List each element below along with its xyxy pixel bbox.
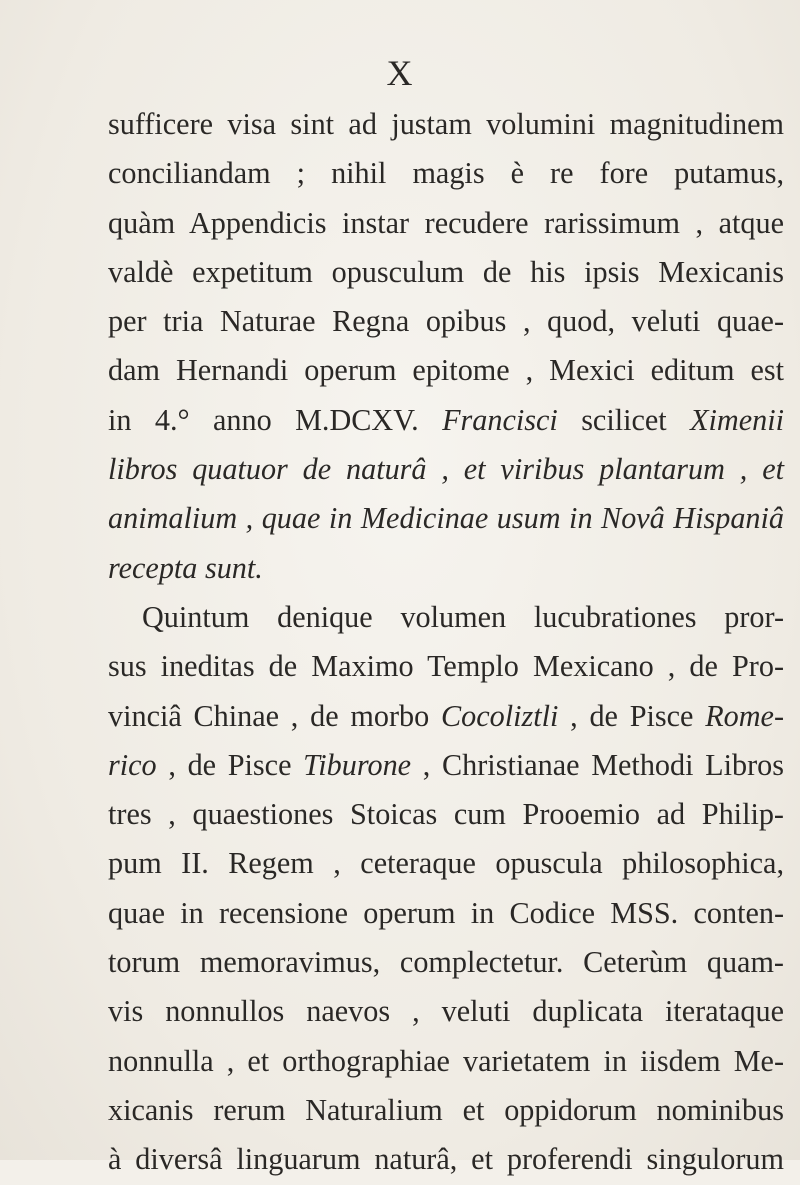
text-segment: xicanis rerum Naturalium et oppidorum nominibus: [108, 1092, 784, 1127]
text-line: [108, 938, 784, 987]
text-line: [108, 839, 784, 888]
text-line: [108, 692, 784, 741]
text-segment: dam Hernandi operum epitome , Mexici editum est: [108, 353, 784, 388]
text-segment: vis nonnullos naevos , veluti duplicata iterataque: [108, 994, 784, 1029]
page-body-text: [108, 100, 784, 1185]
text-line: [108, 889, 784, 938]
text-line: [108, 741, 784, 790]
text-line: [108, 593, 784, 642]
text-line: [108, 346, 784, 395]
text-line: [108, 790, 784, 839]
text-segment: quae in recensione operum in Codice MSS. conten-: [108, 895, 784, 930]
text-line: [108, 494, 784, 543]
text-line: [108, 987, 784, 1036]
italic-text: animalium , quae in Medicinae usum in Novâ Hispaniâ: [108, 501, 784, 536]
text-segment: conciliandam ; nihil magis è re fore putamus,: [108, 156, 784, 191]
text-segment: , de Pisce: [156, 747, 304, 782]
text-line: [108, 1086, 784, 1135]
text-line: [108, 642, 784, 691]
text-line: [108, 100, 784, 149]
text-line: [108, 297, 784, 346]
italic-text: recepta sunt.: [108, 550, 263, 585]
text-segment: valdè expetitum opusculum de his ipsis Mexicanis: [108, 254, 784, 289]
italic-text: Cocoliztli: [440, 698, 559, 733]
text-segment: Quintum denique volumen lucubrationes pror-: [142, 599, 784, 634]
text-line: [108, 199, 784, 248]
text-segment: vinciâ Chinae , de morbo: [108, 698, 441, 733]
text-segment: , Christianae Methodi Libros: [411, 747, 784, 782]
italic-text: Rome-: [705, 698, 785, 733]
text-line: [108, 544, 784, 593]
text-segment: , de Pisce: [558, 698, 706, 733]
text-segment: per tria Naturae Regna opibus , quod, veluti quae-: [108, 304, 784, 339]
text-line: [108, 1037, 784, 1086]
text-segment: tres , quaestiones Stoicas cum Prooemio ad Philip-: [108, 797, 784, 832]
italic-text: rico: [108, 747, 157, 782]
text-segment: torum memoravimus, complectetur. Ceterùm quam-: [108, 945, 784, 980]
text-segment: à diversâ linguarum naturâ, et proferendi singulorum: [108, 1142, 784, 1177]
text-segment: nonnulla , et orthographiae varietatem in iisdem Me-: [108, 1043, 784, 1078]
text-line: [108, 149, 784, 198]
text-segment: pum II. Regem , ceteraque opuscula philosophica,: [108, 846, 784, 881]
text-segment: sufficere visa sint ad justam volumini magnitudinem: [108, 107, 784, 141]
italic-text: Ximenii: [690, 402, 784, 437]
italic-text: libros quatuor de naturâ , et viribus plantarum , et: [108, 452, 784, 487]
page-number: X: [386, 53, 414, 93]
text-segment: scilicet: [557, 402, 691, 437]
text-segment: sus ineditas de Maximo Templo Mexicano , de Pro-: [108, 649, 784, 684]
text-line: [108, 248, 784, 297]
text-segment: in 4.° anno M.DCXV.: [108, 402, 443, 437]
text-line: [108, 445, 784, 494]
italic-text: Francisci: [442, 402, 558, 437]
text-segment: quàm Appendicis instar recudere rarissimum , atque: [108, 205, 784, 240]
text-line: [108, 396, 784, 445]
italic-text: Tiburone: [303, 747, 412, 782]
